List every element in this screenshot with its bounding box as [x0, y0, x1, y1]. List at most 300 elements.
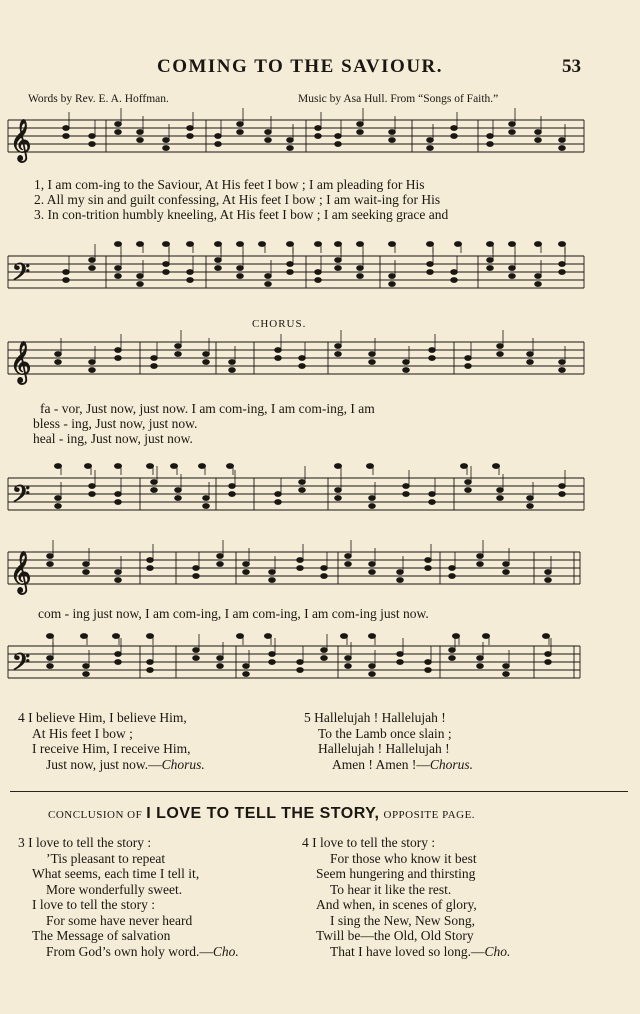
bass-clef-icon: 𝄢: [12, 648, 31, 681]
stanza4-chorus-ref: Cho.: [484, 943, 511, 959]
note-head: [559, 360, 566, 365]
note-head: [321, 656, 328, 661]
stanza4-line-4: To hear it like the rest.: [330, 881, 452, 897]
note-head: [147, 464, 154, 469]
note-head: [321, 574, 328, 579]
note-head: [509, 242, 516, 247]
note-head: [55, 464, 62, 469]
note-head: [237, 122, 244, 127]
note-head: [315, 270, 322, 275]
note-head: [227, 464, 234, 469]
note-head: [369, 634, 376, 639]
note-head: [265, 130, 272, 135]
note-head: [403, 360, 410, 365]
note-head: [545, 570, 552, 575]
note-head: [403, 368, 410, 373]
note-head: [297, 660, 304, 665]
note-head: [137, 282, 144, 287]
note-head: [509, 130, 516, 135]
bass-clef-icon: 𝄢: [12, 480, 31, 513]
note-head: [335, 496, 342, 501]
note-head: [335, 352, 342, 357]
note-head: [369, 570, 376, 575]
note-head: [369, 496, 376, 501]
note-head: [509, 274, 516, 279]
note-head: [315, 278, 322, 283]
note-head: [451, 126, 458, 131]
system3-lyric-line-1: com - ing just now, I am com-ing, I am com-ing, I am com-ing just now.: [38, 606, 429, 621]
note-head: [229, 368, 236, 373]
note-head: [47, 634, 54, 639]
note-head: [335, 134, 342, 139]
note-head: [315, 134, 322, 139]
note-head: [203, 352, 210, 357]
note-head: [187, 270, 194, 275]
staff-bass-3: [8, 646, 580, 678]
note-head: [487, 258, 494, 263]
note-head: [429, 492, 436, 497]
note-head: [493, 464, 500, 469]
stanza-4: [302, 835, 510, 959]
note-head: [487, 266, 494, 271]
note-head: [315, 126, 322, 131]
note-head: [389, 242, 396, 247]
system2-lyric-line-3: heal - ing, Just now, just now.: [33, 431, 193, 446]
note-head: [465, 356, 472, 361]
note-head: [215, 134, 222, 139]
stanza4-line-3: Seem hungering and thirsting: [316, 866, 476, 881]
note-head: [559, 484, 566, 489]
note-head: [345, 664, 352, 669]
note-head: [237, 242, 244, 247]
note-head: [147, 668, 154, 673]
stanza3-line-3: What seems, each time I tell it,: [32, 866, 200, 881]
note-head: [151, 480, 158, 485]
note-head: [265, 282, 272, 287]
stanza4-line-5: And when, in scenes of glory,: [316, 897, 477, 912]
note-head: [369, 360, 376, 365]
system1-lyric-line-2: 2. All my sin and guilt confessing, At His feet I bow ; I am wait-ing for His: [34, 192, 441, 207]
note-head: [215, 258, 222, 263]
note-head: [269, 660, 276, 665]
note-head: [427, 262, 434, 267]
note-head: [63, 134, 70, 139]
note-head: [115, 578, 122, 583]
note-head: [275, 500, 282, 505]
verse4-line-3: I receive Him, I receive Him,: [32, 741, 191, 756]
note-head: [193, 648, 200, 653]
note-head: [163, 270, 170, 275]
note-head: [229, 484, 236, 489]
note-head: [287, 270, 294, 275]
note-head: [215, 242, 222, 247]
note-head: [335, 488, 342, 493]
stanza3-chorus-ref: Cho.: [212, 943, 239, 959]
note-head: [503, 672, 510, 677]
note-head: [357, 274, 364, 279]
words-credit: Words by Rev. E. A. Hoffman.: [28, 93, 169, 105]
note-head: [163, 242, 170, 247]
note-head: [175, 344, 182, 349]
note-head: [89, 360, 96, 365]
note-head: [397, 652, 404, 657]
note-head: [503, 562, 510, 567]
note-head: [497, 496, 504, 501]
note-head: [115, 130, 122, 135]
note-head: [389, 130, 396, 135]
note-head: [451, 270, 458, 275]
note-head: [163, 138, 170, 143]
note-head: [229, 360, 236, 365]
verse4-chorus-ref: Chorus.: [161, 756, 205, 772]
stanza4-line-1: 4 I love to tell the story :: [302, 835, 436, 850]
note-head: [151, 356, 158, 361]
note-head: [335, 258, 342, 263]
note-head: [83, 570, 90, 575]
conclusion-suffix: OPPOSITE PAGE.: [383, 809, 476, 821]
note-head: [193, 656, 200, 661]
stanza-3: [18, 835, 239, 959]
note-head: [187, 278, 194, 283]
note-head: [545, 660, 552, 665]
note-head: [429, 356, 436, 361]
system2-lyric-line-1: fa - vor, Just now, just now. I am com-ing, I am com-ing, I am: [40, 401, 375, 416]
note-head: [215, 142, 222, 147]
note-head: [217, 656, 224, 661]
note-head: [55, 360, 62, 365]
note-head: [297, 558, 304, 563]
bass-clef-icon: 𝄢: [12, 258, 31, 291]
note-head: [465, 364, 472, 369]
verse4-line-2: At His feet I bow ;: [32, 725, 133, 741]
note-head: [389, 138, 396, 143]
treble-clef-icon: 𝄞: [10, 342, 32, 383]
note-head: [299, 488, 306, 493]
note-head: [477, 562, 484, 567]
note-head: [55, 504, 62, 509]
note-head: [147, 566, 154, 571]
note-head: [321, 566, 328, 571]
note-head: [483, 634, 490, 639]
note-head: [193, 574, 200, 579]
verse4-line-4: Just now, just now.—: [46, 756, 162, 772]
note-head: [535, 282, 542, 287]
note-head: [449, 656, 456, 661]
note-head: [171, 464, 178, 469]
note-head: [425, 558, 432, 563]
note-head: [151, 488, 158, 493]
note-head: [497, 488, 504, 493]
note-head: [335, 464, 342, 469]
verse-5: [304, 710, 473, 772]
note-head: [269, 652, 276, 657]
note-head: [345, 562, 352, 567]
note-head: [137, 242, 144, 247]
system1-lyric-line-1: 1, I am com-ing to the Saviour, At His feet I bow ; I am pleading for His: [34, 177, 425, 192]
note-head: [559, 262, 566, 267]
note-head: [559, 368, 566, 373]
note-head: [455, 242, 462, 247]
note-head: [477, 664, 484, 669]
verse5-chorus-ref: Chorus.: [429, 756, 473, 772]
verse5-line-3: Hallelujah ! Hallelujah !: [318, 741, 450, 756]
note-head: [115, 356, 122, 361]
note-head: [287, 262, 294, 267]
note-head: [369, 352, 376, 357]
note-head: [115, 492, 122, 497]
note-head: [193, 566, 200, 571]
note-head: [187, 126, 194, 131]
note-head: [147, 634, 154, 639]
note-head: [113, 634, 120, 639]
system1-bass-upper: [115, 242, 566, 253]
note-head: [509, 266, 516, 271]
system1-lyric-line-3: 3. In con-trition humbly kneeling, At His feet I bow ; I am seeking grace and: [34, 207, 449, 222]
note-head: [115, 652, 122, 657]
stanza4-line-8: That I have loved so long.—: [330, 943, 485, 959]
stanza4-line-6: I sing the New, New Song,: [330, 912, 475, 928]
note-head: [527, 504, 534, 509]
note-head: [403, 484, 410, 489]
note-head: [63, 278, 70, 283]
note-head: [237, 266, 244, 271]
note-head: [163, 146, 170, 151]
note-head: [163, 262, 170, 267]
note-head: [89, 266, 96, 271]
note-head: [115, 122, 122, 127]
conclusion-title: I LOVE TO TELL THE STORY,: [146, 805, 380, 822]
note-head: [535, 138, 542, 143]
note-head: [477, 656, 484, 661]
note-head: [487, 142, 494, 147]
note-head: [243, 672, 250, 677]
note-head: [389, 274, 396, 279]
verse5-line-2: To the Lamb once slain ;: [318, 725, 452, 741]
stanza3-line-8: From God’s own holy word.—: [46, 943, 213, 959]
note-head: [237, 274, 244, 279]
note-head: [297, 668, 304, 673]
stanza4-line-7: Twill be—the Old, Old Story: [316, 928, 474, 943]
note-head: [81, 634, 88, 639]
verse5-line-4: Amen ! Amen !—: [332, 756, 430, 772]
note-head: [175, 496, 182, 501]
note-head: [115, 464, 122, 469]
note-head: [237, 130, 244, 135]
note-head: [265, 634, 272, 639]
note-head: [275, 356, 282, 361]
note-head: [397, 570, 404, 575]
note-head: [243, 570, 250, 575]
note-head: [89, 142, 96, 147]
note-head: [89, 368, 96, 373]
note-head: [55, 496, 62, 501]
note-head: [465, 480, 472, 485]
note-head: [269, 570, 276, 575]
note-head: [453, 634, 460, 639]
note-head: [47, 656, 54, 661]
hymn-title: COMING TO THE SAVIOUR.: [156, 56, 444, 77]
note-head: [357, 266, 364, 271]
verse-4: [18, 710, 205, 772]
note-head: [427, 138, 434, 143]
note-head: [203, 360, 210, 365]
note-head: [367, 464, 374, 469]
note-head: [427, 146, 434, 151]
note-head: [199, 464, 206, 469]
note-head: [503, 664, 510, 669]
note-head: [217, 664, 224, 669]
stanza3-line-5: I love to tell the story :: [32, 897, 155, 912]
note-head: [83, 562, 90, 567]
note-head: [83, 672, 90, 677]
note-head: [369, 562, 376, 567]
note-head: [63, 270, 70, 275]
note-head: [527, 360, 534, 365]
treble-clef-icon: 𝄞: [10, 552, 32, 593]
note-head: [397, 578, 404, 583]
note-head: [55, 352, 62, 357]
note-head: [527, 496, 534, 501]
verse4-line-1: 4 I believe Him, I believe Him,: [18, 710, 187, 725]
note-head: [47, 562, 54, 567]
note-head: [543, 634, 550, 639]
note-head: [535, 274, 542, 279]
note-head: [535, 242, 542, 247]
note-head: [335, 266, 342, 271]
note-head: [89, 484, 96, 489]
system2-bass-upper: [55, 464, 500, 475]
note-head: [451, 278, 458, 283]
note-head: [451, 134, 458, 139]
note-head: [487, 242, 494, 247]
treble-clef-icon: 𝄞: [10, 120, 32, 161]
note-head: [115, 500, 122, 505]
note-head: [427, 242, 434, 247]
note-head: [115, 274, 122, 279]
note-head: [203, 496, 210, 501]
note-head: [345, 656, 352, 661]
note-head: [175, 352, 182, 357]
note-head: [335, 344, 342, 349]
chorus-label: CHORUS.: [252, 318, 307, 330]
note-head: [115, 570, 122, 575]
note-head: [357, 122, 364, 127]
note-head: [151, 364, 158, 369]
note-head: [559, 242, 566, 247]
note-head: [287, 146, 294, 151]
system2-lyric-line-2: bless - ing, Just now, just now.: [33, 416, 198, 431]
stanza3-line-4: More wonderfully sweet.: [46, 881, 183, 897]
note-head: [63, 126, 70, 131]
note-head: [503, 570, 510, 575]
note-head: [187, 134, 194, 139]
note-head: [299, 356, 306, 361]
note-head: [397, 660, 404, 665]
note-head: [137, 274, 144, 279]
note-head: [85, 464, 92, 469]
note-head: [425, 566, 432, 571]
section-divider: [10, 791, 628, 792]
note-head: [203, 504, 210, 509]
note-head: [115, 348, 122, 353]
note-head: [315, 242, 322, 247]
note-head: [559, 138, 566, 143]
note-head: [287, 138, 294, 143]
note-head: [429, 500, 436, 505]
note-head: [465, 488, 472, 493]
note-head: [299, 480, 306, 485]
note-head: [137, 130, 144, 135]
note-head: [265, 274, 272, 279]
note-head: [47, 554, 54, 559]
stanza4-line-2: For those who know it best: [330, 850, 477, 866]
note-head: [83, 664, 90, 669]
note-head: [369, 664, 376, 669]
note-head: [425, 660, 432, 665]
note-head: [449, 566, 456, 571]
note-head: [243, 664, 250, 669]
note-head: [425, 668, 432, 673]
conclusion-prefix: CONCLUSION OF: [48, 809, 143, 821]
note-head: [175, 488, 182, 493]
note-head: [297, 566, 304, 571]
stanza3-line-1: 3 I love to tell the story :: [18, 835, 152, 850]
note-head: [217, 554, 224, 559]
note-head: [243, 562, 250, 567]
note-head: [187, 242, 194, 247]
note-head: [89, 258, 96, 263]
conclusion-heading: [48, 805, 475, 823]
note-head: [259, 242, 266, 247]
note-head: [147, 558, 154, 563]
note-head: [265, 138, 272, 143]
note-head: [275, 348, 282, 353]
note-head: [559, 270, 566, 275]
note-head: [137, 138, 144, 143]
note-head: [341, 634, 348, 639]
note-head: [427, 270, 434, 275]
note-head: [115, 266, 122, 271]
note-head: [461, 464, 468, 469]
note-head: [509, 122, 516, 127]
note-head: [369, 504, 376, 509]
note-head: [345, 554, 352, 559]
note-head: [429, 348, 436, 353]
note-head: [545, 652, 552, 657]
note-head: [215, 266, 222, 271]
note-head: [527, 352, 534, 357]
note-head: [357, 242, 364, 247]
note-head: [535, 130, 542, 135]
note-head: [287, 242, 294, 247]
note-head: [389, 282, 396, 287]
note-head: [237, 634, 244, 639]
note-head: [449, 574, 456, 579]
note-head: [559, 492, 566, 497]
note-head: [335, 242, 342, 247]
note-head: [147, 660, 154, 665]
note-head: [449, 648, 456, 653]
note-head: [497, 344, 504, 349]
note-head: [403, 492, 410, 497]
note-head: [275, 492, 282, 497]
note-head: [477, 554, 484, 559]
note-head: [47, 664, 54, 669]
stanza3-line-6: For some have never heard: [46, 912, 193, 928]
note-head: [299, 364, 306, 369]
page-number: 53: [562, 56, 581, 77]
system3-bass-upper: [47, 634, 550, 645]
